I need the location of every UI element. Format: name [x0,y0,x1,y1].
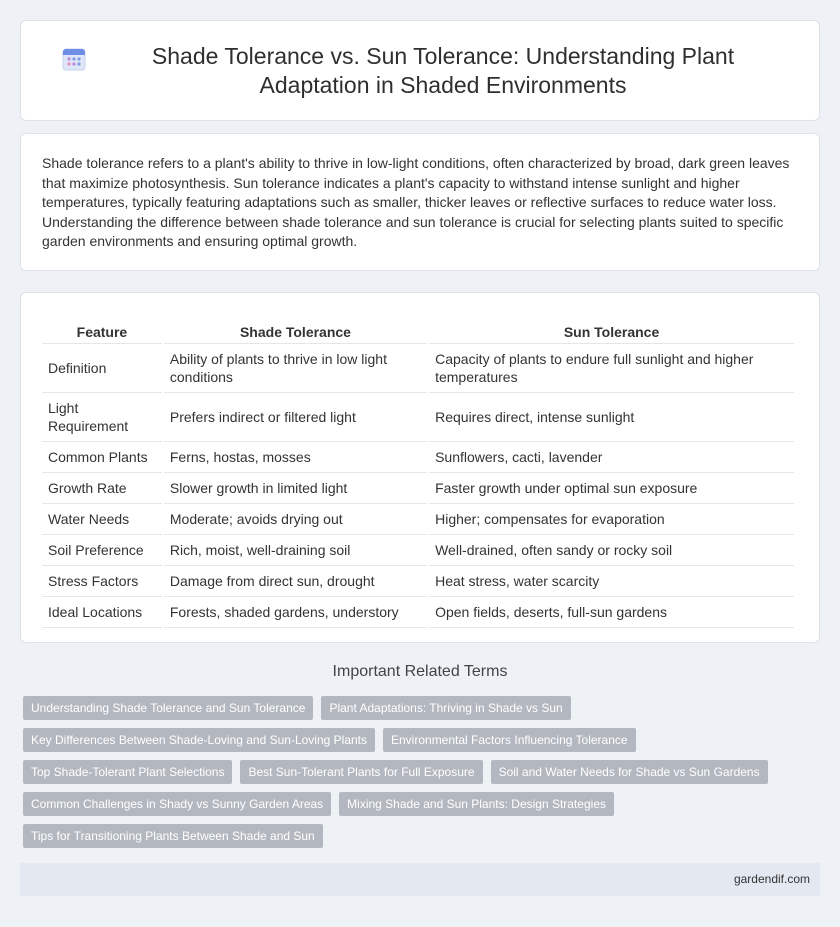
table-row [42,442,794,473]
related-term-tag[interactable]: Understanding Shade Tolerance and Sun Tolerance [23,696,313,720]
feature-cell: Light Requirement [42,393,162,442]
page-title: Shade Tolerance vs. Sun Tolerance: Understanding Plant Adaptation in Shaded Environments [151,42,735,98]
calendar-grid-icon [61,46,87,72]
footer [20,863,820,896]
related-term-tag[interactable]: Key Differences Between Shade-Loving and Sun-Loving Plants [23,728,375,752]
related-term-tag[interactable]: Environmental Factors Influencing Tolerance [383,728,636,752]
table-header-row [42,313,794,344]
feature-cell: Definition [42,344,162,393]
shade-cell: Damage from direct sun, drought [164,566,427,597]
comparison-table [40,313,796,628]
table-row [42,597,794,628]
related-term-tag[interactable]: Plant Adaptations: Thriving in Shade vs Sun [321,696,570,720]
table-row [42,566,794,597]
header-feature: Feature [42,313,162,344]
sun-cell: Faster growth under optimal sun exposure [429,473,794,504]
related-term-tag[interactable]: Best Sun-Tolerant Plants for Full Exposure [240,760,482,784]
shade-cell: Moderate; avoids drying out [164,504,427,535]
shade-cell: Rich, moist, well-draining soil [164,535,427,566]
sun-cell: Sunflowers, cacti, lavender [429,442,794,473]
sun-cell: Capacity of plants to endure full sunlight and higher temperatures [429,344,794,393]
shade-cell: Slower growth in limited light [164,473,427,504]
feature-cell: Stress Factors [42,566,162,597]
tag-row [23,696,813,720]
intro-card [20,133,820,271]
title-card [20,20,820,121]
header-sun-tolerance: Sun Tolerance [429,313,794,344]
site-domain[interactable]: gardendif.com [733,872,810,886]
shade-cell: Forests, shaded gardens, understory [164,597,427,628]
shade-cell: Prefers indirect or filtered light [164,393,427,442]
feature-cell: Common Plants [42,442,162,473]
sun-cell: Well-drained, often sandy or rocky soil [429,535,794,566]
title-wrap [21,42,819,100]
table-row [42,344,794,393]
tag-row [23,792,813,816]
related-term-tag[interactable]: Top Shade-Tolerant Plant Selections [23,760,232,784]
sun-cell: Open fields, deserts, full-sun gardens [429,597,794,628]
sun-cell: Requires direct, intense sunlight [429,393,794,442]
related-terms-title: Important Related Terms [332,663,508,680]
header-shade-tolerance: Shade Tolerance [164,313,427,344]
related-term-tag[interactable]: Mixing Shade and Sun Plants: Design Strategies [339,792,614,816]
sun-cell: Heat stress, water scarcity [429,566,794,597]
feature-cell: Water Needs [42,504,162,535]
feature-cell: Ideal Locations [42,597,162,628]
table-row [42,473,794,504]
table-row [42,535,794,566]
related-term-tag[interactable]: Soil and Water Needs for Shade vs Sun Gardens [491,760,768,784]
sun-cell: Higher; compensates for evaporation [429,504,794,535]
feature-cell: Soil Preference [42,535,162,566]
related-term-tag[interactable]: Common Challenges in Shady vs Sunny Garden Areas [23,792,331,816]
feature-cell: Growth Rate [42,473,162,504]
table-row [42,504,794,535]
shade-cell: Ferns, hostas, mosses [164,442,427,473]
intro-paragraph: Shade tolerance refers to a plant's ability to thrive in low-light conditions, often characterized by broad, dark green leaves that maximize photosynthesis. Sun tolerance indicates a plant's capacity to withstand intense sunlight and higher temperatures, typically featuring adaptations such as smaller, thicker leaves or reflective surfaces to reduce water loss. Understanding the difference between shade tolerance and sun tolerance is crucial for selecting plants suited to specific garden environments and ensuring optimal growth. [42,155,790,250]
tag-row [23,728,813,752]
related-term-tag[interactable]: Tips for Transitioning Plants Between Shade and Sun [23,824,323,848]
table-row [42,393,794,442]
shade-cell: Ability of plants to thrive in low light conditions [164,344,427,393]
comparison-table-card [20,292,820,643]
related-terms-list [23,696,813,856]
tag-row [23,824,813,848]
tag-row [23,760,813,784]
